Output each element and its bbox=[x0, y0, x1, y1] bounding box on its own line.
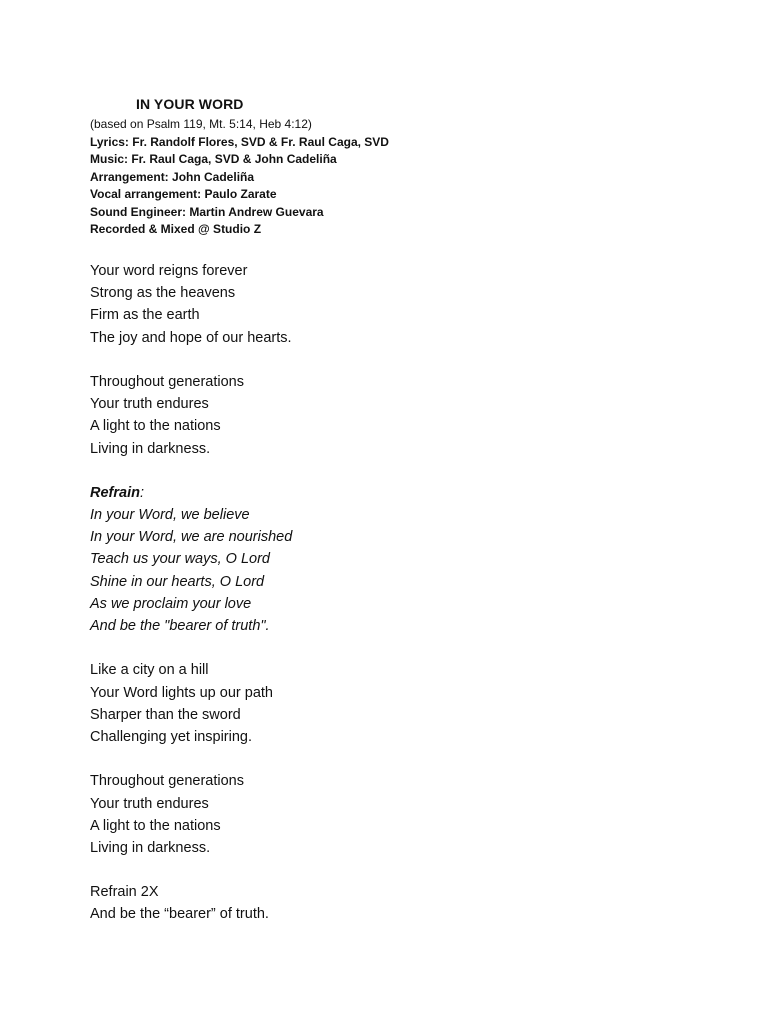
lyric-line: Your word reigns forever bbox=[90, 263, 248, 279]
lyric-line: Your truth endures bbox=[90, 396, 209, 413]
lyric-line: And be the “bearer” of truth. bbox=[90, 906, 269, 923]
lyric-line: In your Word, we are nourished bbox=[90, 529, 293, 546]
lyrics-body bbox=[90, 260, 292, 948]
lyric-line: Living in darkness. bbox=[90, 440, 211, 457]
lyric-line: Living in darkness. bbox=[90, 839, 211, 856]
ending bbox=[90, 881, 292, 925]
credit-music: Music: Fr. Raul Caga, SVD & John Cadeliña bbox=[90, 152, 337, 166]
lyric-line: Sharper than the sword bbox=[90, 706, 241, 723]
lyric-line: The joy and hope of our hearts. bbox=[90, 329, 292, 346]
credit-arrangement: Arrangement: John Cadeliña bbox=[90, 169, 255, 184]
credit-sound-engineer: Sound Engineer: Martin Andrew Guevara bbox=[90, 204, 324, 219]
song-title: IN YOUR WORD bbox=[136, 96, 244, 112]
lyric-line: A light to the nations bbox=[90, 817, 221, 834]
verse-2 bbox=[90, 659, 292, 748]
lyric-line: Teach us your ways, O Lord bbox=[90, 551, 270, 568]
refrain-label-text: Refrain bbox=[90, 484, 140, 501]
lyric-line: Strong as the heavens bbox=[90, 285, 236, 302]
lyric-line: Your Word lights up our path bbox=[90, 684, 273, 701]
pre-chorus-2 bbox=[90, 770, 292, 859]
lyric-line: Shine in our hearts, O Lord bbox=[90, 573, 265, 590]
lyric-line: A light to the nations bbox=[90, 418, 221, 435]
lyric-line: Throughout generations bbox=[90, 373, 244, 390]
lyric-line: Like a city on a hill bbox=[90, 662, 209, 679]
verse-1 bbox=[90, 260, 292, 349]
lyric-line: Throughout generations bbox=[90, 773, 244, 790]
lyric-line: Firm as the earth bbox=[90, 307, 200, 324]
scripture-reference: (based on Psalm 119, Mt. 5:14, Heb 4:12) bbox=[90, 117, 312, 131]
refrain bbox=[90, 482, 292, 637]
lyric-line: As we proclaim your love bbox=[90, 595, 252, 612]
lyric-line: In your Word, we believe bbox=[90, 507, 250, 524]
lyric-line: Challenging yet inspiring. bbox=[90, 728, 253, 745]
credit-vocal-arrangement: Vocal arrangement: Paulo Zarate bbox=[90, 187, 277, 201]
refrain-repeat-note: Refrain 2X bbox=[90, 884, 159, 901]
credit-recording: Recorded & Mixed @ Studio Z bbox=[90, 222, 262, 236]
refrain-label-colon: : bbox=[139, 484, 144, 501]
song-credits bbox=[90, 116, 389, 239]
credit-lyrics: Lyrics: Fr. Randolf Flores, SVD & Fr. Raul Caga, SVD bbox=[90, 134, 389, 149]
lyric-line: And be the "bearer of truth". bbox=[90, 618, 270, 634]
pre-chorus-1 bbox=[90, 371, 292, 460]
lyric-line: Your truth endures bbox=[90, 795, 209, 812]
refrain-label bbox=[90, 482, 292, 504]
